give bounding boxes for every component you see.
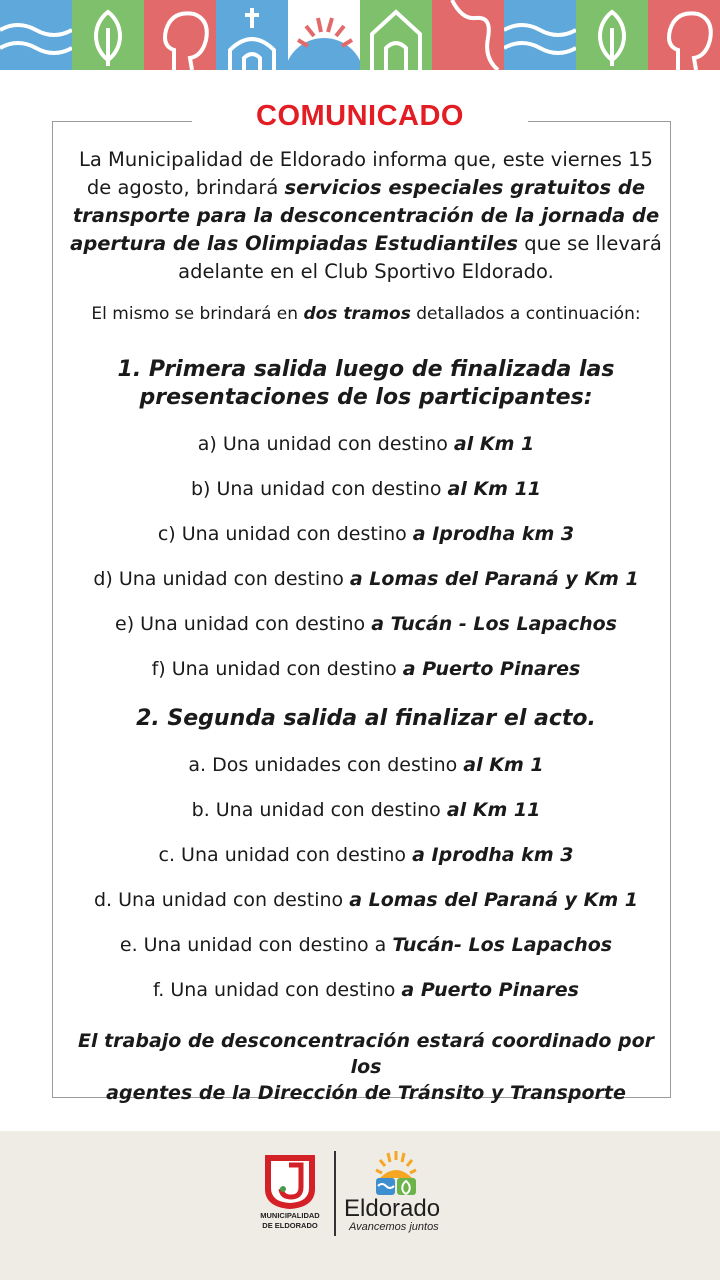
list-item — [66, 475, 666, 503]
item-prefix: c) Una unidad con destino — [157, 523, 413, 545]
list-item — [66, 565, 666, 593]
item-prefix: a) Una unidad con destino — [197, 433, 454, 455]
item-destination: a Tucán - Los Lapachos — [371, 613, 617, 635]
item-prefix: c. Una unidad con destino — [158, 844, 413, 866]
leaf-tile — [72, 0, 144, 70]
list-item — [66, 520, 666, 548]
closing-note — [66, 1028, 666, 1106]
leaf-tile — [576, 0, 648, 70]
page-title: COMUNICADO — [256, 100, 464, 132]
list-item — [66, 976, 666, 1004]
tramos-paragraph — [66, 300, 666, 328]
profile-tile — [648, 0, 720, 70]
item-destination: a Puerto Pinares — [401, 979, 579, 1001]
section1-heading-line1: 1. Primera salida luego de finalizada las — [117, 357, 615, 382]
item-destination: al Km 1 — [453, 433, 535, 455]
closing-line1: El trabajo de desconcentración estará coordinado por los — [77, 1030, 655, 1078]
tramos-bold-text: dos tramos — [303, 304, 411, 324]
list-item — [66, 931, 666, 959]
intro-paragraph — [66, 146, 666, 286]
municipality-name — [245, 1211, 335, 1231]
section1-heading-line2: presentaciones de los participantes: — [139, 385, 593, 410]
section2-heading: 2. Segunda salida al finalizar el acto. — [136, 706, 596, 731]
list-item — [66, 841, 666, 869]
eldorado-sun-logo-icon — [370, 1148, 422, 1198]
section1-heading — [66, 356, 666, 412]
item-prefix: f. Una unidad con destino — [153, 979, 402, 1001]
closing-line2: agentes de la Dirección de Tránsito y Transporte — [106, 1082, 626, 1104]
title-container — [192, 98, 528, 138]
list-item — [66, 655, 666, 683]
brand-name: Eldorado — [344, 1195, 441, 1222]
municipality-line1: MUNICIPALIDAD — [260, 1211, 320, 1220]
list-item — [66, 430, 666, 458]
house-tile — [360, 0, 432, 70]
intro-text: La Municipalidad de Eldorado informa que, este viernes 15 de agosto, brindará — [79, 148, 653, 199]
footer-divider — [334, 1151, 336, 1236]
item-destination: a Puerto Pinares — [402, 658, 581, 680]
item-prefix: e) Una unidad con destino — [115, 613, 372, 635]
list-item — [66, 796, 666, 824]
intro-bold-text: servicios especiales gratuitos de transporte para la desconcentración de la jornada de apertura de las Olimpiadas Estudiantiles — [70, 176, 660, 255]
brand-tagline: Avancemos juntos — [349, 1221, 439, 1233]
item-prefix: d) Una unidad con destino — [93, 568, 350, 590]
waves-tile — [504, 0, 576, 70]
tramos-text: El mismo se brindará en — [91, 304, 304, 324]
tramos-text-end: detallados a continuación: — [410, 304, 641, 324]
decorative-banner — [0, 0, 720, 70]
item-destination: a Lomas del Paraná y Km 1 — [349, 568, 639, 590]
announcement-body — [66, 146, 666, 1106]
item-prefix: b. Una unidad con destino — [191, 799, 447, 821]
item-prefix: e. Una unidad con destino a — [119, 934, 393, 956]
list-item — [66, 610, 666, 638]
item-destination: al Km 1 — [463, 754, 544, 776]
item-destination: al Km 11 — [447, 478, 542, 500]
item-prefix: f) Una unidad con destino — [151, 658, 403, 680]
church-tile — [216, 0, 288, 70]
item-destination: Tucán- Los Lapachos — [392, 934, 613, 956]
item-destination: a Iprodha km 3 — [412, 523, 575, 545]
municipality-line2: DE ELDORADO — [262, 1221, 318, 1230]
item-destination: al Km 11 — [446, 799, 541, 821]
item-destination: a Lomas del Paraná y Km 1 — [349, 889, 638, 911]
waves-tile — [0, 0, 72, 70]
profile-tile — [144, 0, 216, 70]
item-prefix: a. Dos unidades con destino — [188, 754, 464, 776]
map-tile — [432, 0, 504, 70]
municipality-shield-icon — [255, 1153, 325, 1211]
list-item — [66, 886, 666, 914]
list-item — [66, 751, 666, 779]
item-destination: a Iprodha km 3 — [412, 844, 574, 866]
intro-text-end: que se llevará adelante en el Club Sportivo Eldorado. — [178, 232, 662, 283]
item-prefix: b) Una unidad con destino — [190, 478, 448, 500]
sun-tile — [288, 0, 360, 70]
item-prefix: d. Una unidad con destino — [94, 889, 350, 911]
